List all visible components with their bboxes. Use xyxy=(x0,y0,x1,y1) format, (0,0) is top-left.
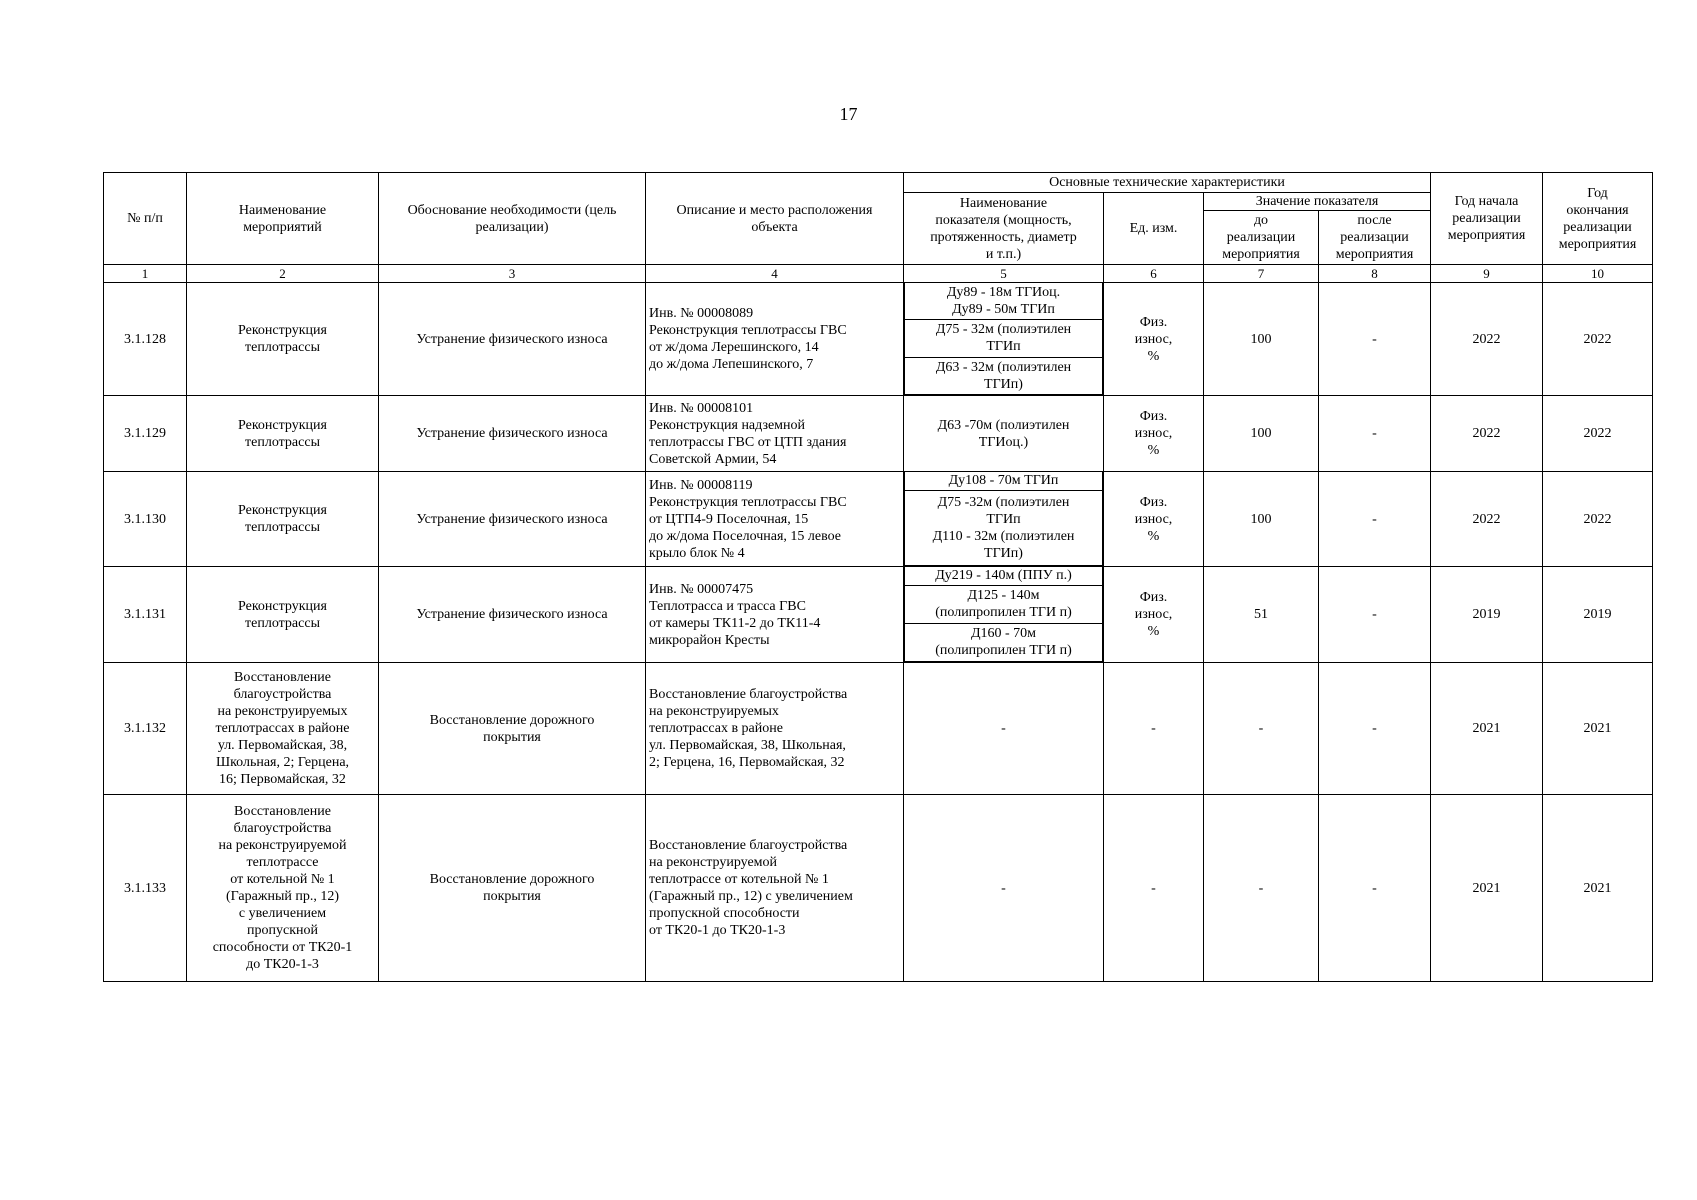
index-cell: 2 xyxy=(187,265,379,283)
header-tech-characteristics: Основные технические характеристики xyxy=(904,173,1431,193)
row-unit: - xyxy=(1104,663,1204,795)
index-cell: 4 xyxy=(646,265,904,283)
row-before: 100 xyxy=(1204,472,1319,567)
header-description: Описание и место расположения объекта xyxy=(646,173,904,265)
row-after: - xyxy=(1319,472,1431,567)
row-after: - xyxy=(1319,567,1431,663)
index-cell: 9 xyxy=(1431,265,1543,283)
row-end-year: 2021 xyxy=(1543,795,1653,982)
index-cell: 1 xyxy=(104,265,187,283)
table-row xyxy=(104,795,1653,982)
row-after: - xyxy=(1319,396,1431,472)
row-end-year: 2022 xyxy=(1543,472,1653,567)
index-cell: 3 xyxy=(379,265,646,283)
header-after: после реализации мероприятия xyxy=(1319,211,1431,265)
row-reason: Устранение физического износа xyxy=(379,567,646,663)
row-description: Восстановление благоустройства на реконструируемой теплотрассе от котельной № 1 (Гаражный пр., 12) с увеличением пропускной способности от ТК20-1 до ТК20-1-3 xyxy=(646,795,904,982)
header-value: Значение показателя xyxy=(1204,193,1431,211)
row-before: 100 xyxy=(1204,396,1319,472)
row-name: Восстановление благоустройства на реконструируемой теплотрассе от котельной № 1 (Гаражный пр., 12) с увеличением пропускной способности от ТК20-1 до ТК20-1-3 xyxy=(187,795,379,982)
row-before: - xyxy=(1204,795,1319,982)
row-reason: Устранение физического износа xyxy=(379,283,646,396)
index-cell: 8 xyxy=(1319,265,1431,283)
table-row xyxy=(104,283,1653,396)
indicator-item: Ду108 - 70м ТГИп xyxy=(905,472,1103,490)
row-end-year: 2021 xyxy=(1543,663,1653,795)
row-num: 3.1.129 xyxy=(104,396,187,472)
row-name: Реконструкция теплотрассы xyxy=(187,396,379,472)
row-description: Инв. № 00008101 Реконструкция надземной теплотрассы ГВС от ЦТП здания Советской Армии, 54 xyxy=(646,396,904,472)
row-description: Инв. № 00008119 Реконструкция теплотрассы ГВС от ЦТП4-9 Поселочная, 15 до ж/дома Поселочная, 15 левое крыло блок № 4 xyxy=(646,472,904,567)
row-start-year: 2022 xyxy=(1431,396,1543,472)
row-before: - xyxy=(1204,663,1319,795)
indicator-item: Ду219 - 140м (ППУ п.) xyxy=(905,567,1103,585)
row-end-year: 2022 xyxy=(1543,283,1653,396)
row-indicators xyxy=(904,472,1104,567)
row-end-year: 2022 xyxy=(1543,396,1653,472)
row-indicators: - xyxy=(904,795,1104,982)
row-reason: Восстановление дорожного покрытия xyxy=(379,663,646,795)
row-after: - xyxy=(1319,283,1431,396)
row-end-year: 2019 xyxy=(1543,567,1653,663)
indicator-item: Д75 -32м (полиэтилен ТГИп Д110 - 32м (полиэтилен ТГИп) xyxy=(905,490,1103,566)
indicator-item: Д75 - 32м (полиэтилен ТГИп xyxy=(905,320,1103,357)
header-before: до реализации мероприятия xyxy=(1204,211,1319,265)
header-num: № п/п xyxy=(104,173,187,265)
row-description: Восстановление благоустройства на реконструируемых теплотрассах в районе ул. Первомайская, 38, Школьная, 2; Герцена, 16, Первомайская, 32 xyxy=(646,663,904,795)
indicator-item: Д125 - 140м (полипропилен ТГИ п) xyxy=(905,585,1103,623)
row-unit: Физ. износ, % xyxy=(1104,567,1204,663)
row-start-year: 2021 xyxy=(1431,663,1543,795)
row-reason: Восстановление дорожного покрытия xyxy=(379,795,646,982)
row-description: Инв. № 00007475 Теплотрасса и трасса ГВС от камеры ТК11-2 до ТК11-4 микрорайон Кресты xyxy=(646,567,904,663)
row-indicators xyxy=(904,567,1104,663)
index-row xyxy=(104,265,1653,283)
row-num: 3.1.133 xyxy=(104,795,187,982)
table-row xyxy=(104,567,1653,663)
indicator-item: Ду89 - 18м ТГИоц. Ду89 - 50м ТГИп xyxy=(905,283,1103,320)
activities-table xyxy=(103,172,1653,982)
page-number: 17 xyxy=(839,104,858,124)
header-indicator: Наименование показателя (мощность, протяженность, диаметр и т.п.) xyxy=(904,193,1104,265)
header-name: Наименование мероприятий xyxy=(187,173,379,265)
row-description: Инв. № 00008089 Реконструкция теплотрассы ГВС от ж/дома Лерешинского, 14 до ж/дома Лепешинского, 7 xyxy=(646,283,904,396)
row-unit: Физ. износ, % xyxy=(1104,396,1204,472)
index-cell: 5 xyxy=(904,265,1104,283)
row-indicators: - xyxy=(904,663,1104,795)
row-num: 3.1.128 xyxy=(104,283,187,396)
header-reason: Обоснование необходимости (цель реализации) xyxy=(379,173,646,265)
header-unit: Ед. изм. xyxy=(1104,193,1204,265)
row-name: Восстановление благоустройства на реконструируемых теплотрассах в районе ул. Первомайская, 38, Школьная, 2; Герцена, 16; Первомайская, 32 xyxy=(187,663,379,795)
row-name: Реконструкция теплотрассы xyxy=(187,283,379,396)
index-cell: 10 xyxy=(1543,265,1653,283)
row-unit: Физ. износ, % xyxy=(1104,472,1204,567)
row-after: - xyxy=(1319,663,1431,795)
row-indicators xyxy=(904,283,1104,396)
header-start-year: Год начала реализации мероприятия xyxy=(1431,173,1543,265)
row-start-year: 2019 xyxy=(1431,567,1543,663)
index-cell: 6 xyxy=(1104,265,1204,283)
row-start-year: 2021 xyxy=(1431,795,1543,982)
indicator-item: Д160 - 70м (полипропилен ТГИ п) xyxy=(905,623,1103,661)
row-num: 3.1.132 xyxy=(104,663,187,795)
row-after: - xyxy=(1319,795,1431,982)
indicator-item: Д63 - 32м (полиэтилен ТГИп) xyxy=(905,357,1103,394)
row-start-year: 2022 xyxy=(1431,283,1543,396)
row-unit: - xyxy=(1104,795,1204,982)
row-num: 3.1.131 xyxy=(104,567,187,663)
row-reason: Устранение физического износа xyxy=(379,472,646,567)
table-row xyxy=(104,472,1653,567)
row-indicators: Д63 -70м (полиэтилен ТГИоц.) xyxy=(904,396,1104,472)
row-unit: Физ. износ, % xyxy=(1104,283,1204,396)
row-before: 100 xyxy=(1204,283,1319,396)
row-reason: Устранение физического износа xyxy=(379,396,646,472)
table-row xyxy=(104,396,1653,472)
row-before: 51 xyxy=(1204,567,1319,663)
row-num: 3.1.130 xyxy=(104,472,187,567)
table-row xyxy=(104,663,1653,795)
row-start-year: 2022 xyxy=(1431,472,1543,567)
header-end-year: Год окончания реализации мероприятия xyxy=(1543,173,1653,265)
row-name: Реконструкция теплотрассы xyxy=(187,472,379,567)
index-cell: 7 xyxy=(1204,265,1319,283)
row-name: Реконструкция теплотрассы xyxy=(187,567,379,663)
